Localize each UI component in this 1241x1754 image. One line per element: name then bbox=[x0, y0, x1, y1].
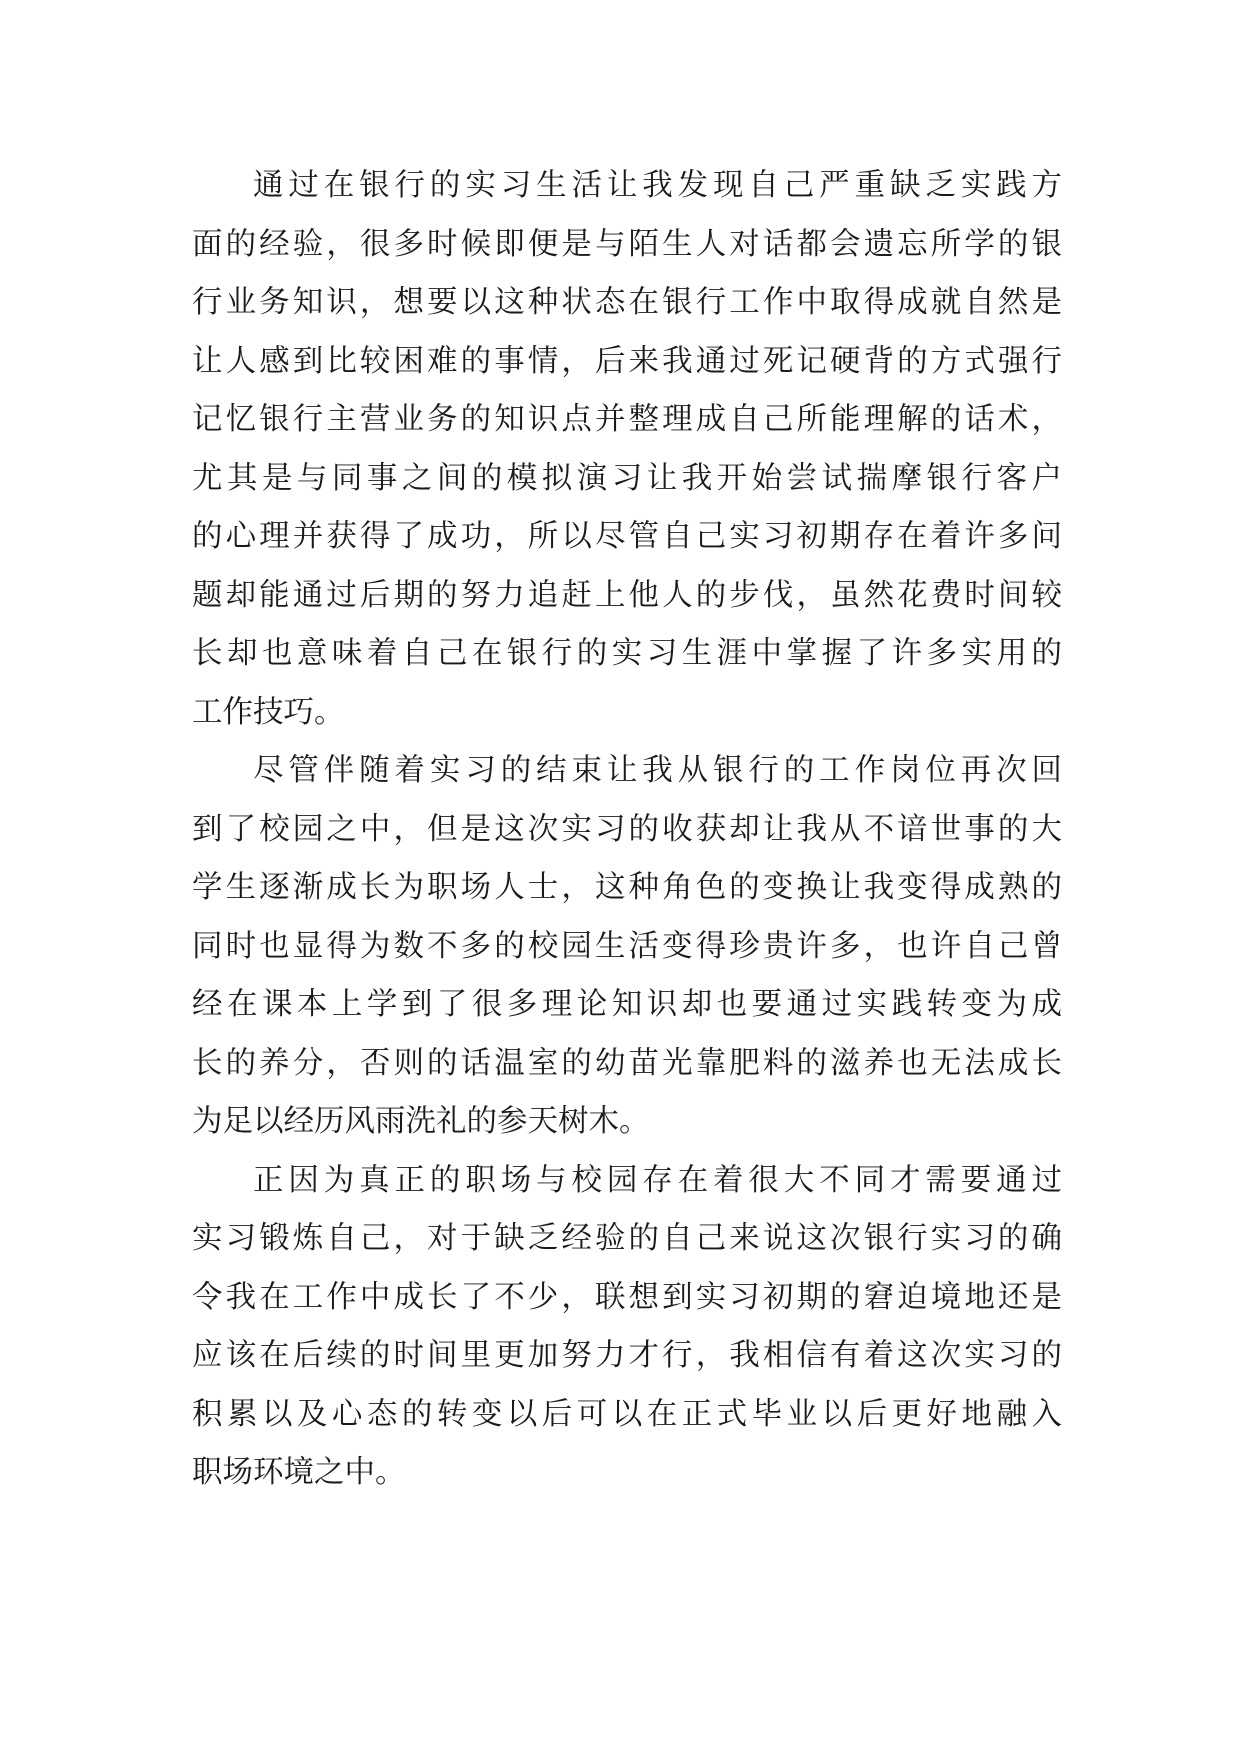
paragraph-2 bbox=[192, 742, 1062, 1152]
text-line: 积累以及心态的转变以后可以在正式毕业以后更好地融入 bbox=[192, 1396, 1062, 1432]
text-line: 职场环境之中。 bbox=[192, 1455, 406, 1490]
text-line: 为足以经历风雨洗礼的参天树木。 bbox=[192, 1104, 650, 1139]
text-line: 实习锻炼自己，对于缺乏经验的自己来说这次银行实习的确 bbox=[192, 1221, 1062, 1256]
text-line: 行业务知识，想要以这种状态在银行工作中取得成就自然是 bbox=[192, 285, 1062, 320]
text-line: 学生逐渐成长为职场人士，这种角色的变换让我变得成熟的 bbox=[192, 870, 1062, 905]
text-line: 尽管伴随着实习的结束让我从银行的工作岗位再次回 bbox=[253, 753, 1062, 788]
text-line: 同时也显得为数不多的校园生活变得珍贵许多，也许自己曾 bbox=[192, 928, 1062, 964]
paragraph-1 bbox=[192, 157, 1062, 742]
text-line: 记忆银行主营业务的知识点并整理成自己所能理解的话术， bbox=[192, 402, 1062, 437]
text-line: 通过在银行的实习生活让我发现自己严重缺乏实践方 bbox=[253, 168, 1062, 203]
text-line: 的心理并获得了成功，所以尽管自己实习初期存在着许多问 bbox=[192, 519, 1062, 554]
text-line: 题却能通过后期的努力追赶上他人的步伐，虽然花费时间较 bbox=[192, 577, 1062, 613]
paragraph-3 bbox=[192, 1152, 1062, 1503]
text-line: 正因为真正的职场与校园存在着很大不同才需要通过 bbox=[253, 1162, 1062, 1198]
text-line: 到了校园之中，但是这次实习的收获却让我从不谙世事的大 bbox=[192, 811, 1062, 847]
text-line: 经在课本上学到了很多理论知识却也要通过实践转变为成 bbox=[192, 987, 1062, 1022]
text-line: 应该在后续的时间里更加努力才行，我相信有着这次实习的 bbox=[192, 1338, 1062, 1373]
text-line: 让人感到比较困难的事情，后来我通过死记硬背的方式强行 bbox=[192, 343, 1062, 379]
text-line: 令我在工作中成长了不少，联想到实习初期的窘迫境地还是 bbox=[192, 1279, 1062, 1315]
text-line: 尤其是与同事之间的模拟演习让我开始尝试揣摩银行客户 bbox=[192, 460, 1062, 496]
text-line: 工作技巧。 bbox=[192, 694, 345, 730]
text-line: 长却也意味着自己在银行的实习生涯中掌握了许多实用的 bbox=[192, 636, 1062, 671]
document-body bbox=[192, 157, 1062, 1503]
text-line: 面的经验，很多时候即便是与陌生人对话都会遗忘所学的银 bbox=[192, 226, 1062, 262]
text-line: 长的养分，否则的话温室的幼苗光靠肥料的滋养也无法成长 bbox=[192, 1045, 1062, 1081]
